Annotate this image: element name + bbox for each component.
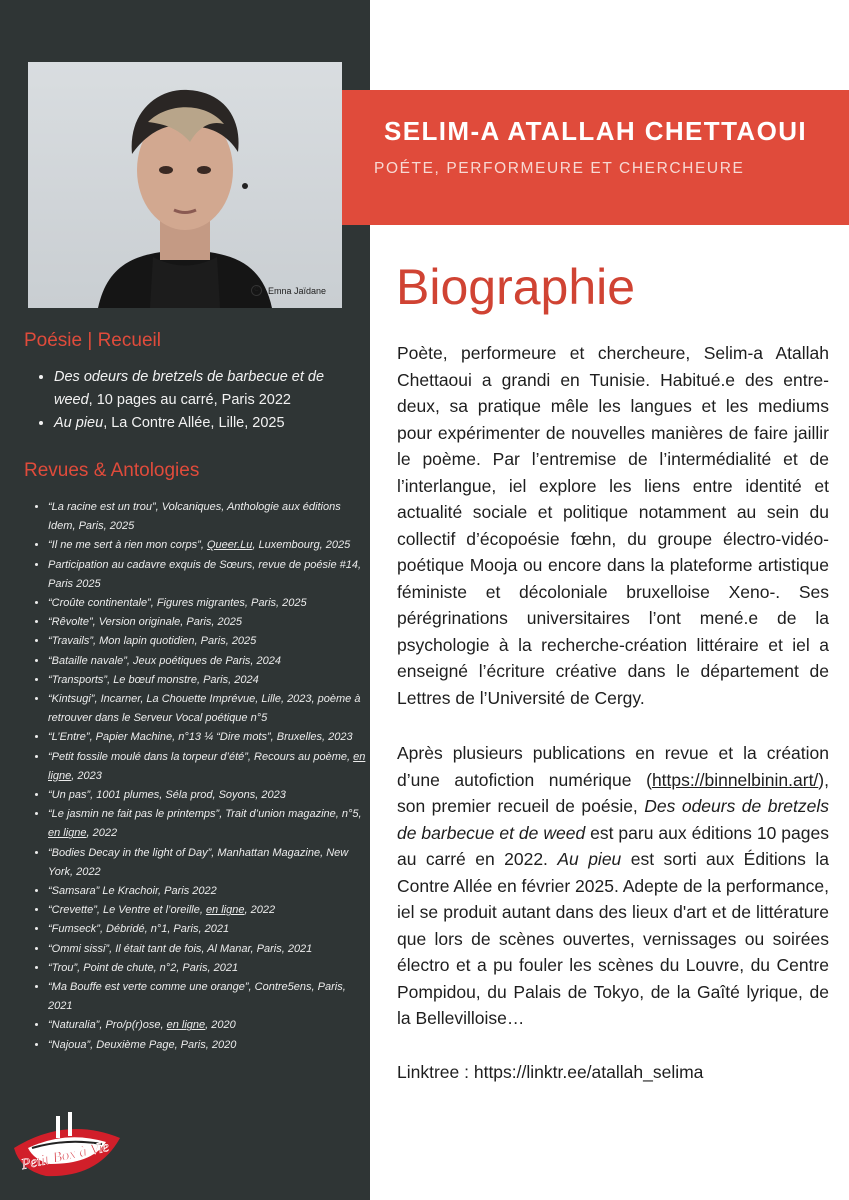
revue-item xyxy=(48,805,366,843)
revue-item xyxy=(48,594,366,613)
revue-item xyxy=(48,901,366,920)
revue-item xyxy=(48,632,366,651)
list-item xyxy=(54,412,354,435)
revue-item xyxy=(48,498,366,536)
revue-item xyxy=(48,844,366,882)
revue-text: “Ommi sissi”, Il était tant de fois, Al Manar, Paris, 2021 xyxy=(48,942,313,955)
revue-item xyxy=(48,786,366,805)
revue-link[interactable]: en ligne xyxy=(48,827,87,840)
revue-text: , 2023 xyxy=(71,769,102,782)
revue-link[interactable]: Queer.Lu xyxy=(206,539,253,552)
recueil-title: Au pieu xyxy=(54,415,104,431)
recueil-list xyxy=(34,366,354,435)
revue-item xyxy=(48,690,366,728)
revue-item xyxy=(48,1036,366,1055)
revue-item xyxy=(48,748,366,786)
biographie-title: Biographie xyxy=(396,259,636,315)
revue-text: “La racine est un trou”, Volcaniques, Anthologie aux éditions Idem, Paris, 2025 xyxy=(48,501,341,533)
revue-text: “Bataille navale”, Jeux poétiques de Paris, 2024 xyxy=(48,654,281,667)
author-subtitle: POÉTE, PERFORMEURE ET CHERCHEURE xyxy=(374,160,745,177)
linktree-link[interactable]: Linktree : https://linktr.ee/atallah_selima xyxy=(397,1062,704,1082)
header-banner-edge xyxy=(342,90,370,225)
revues-list xyxy=(30,498,366,1055)
portrait-photo xyxy=(28,62,342,308)
revues-heading: Revues & Antologies xyxy=(24,460,200,481)
list-item xyxy=(54,366,354,412)
revue-link[interactable]: en ligne xyxy=(205,904,245,917)
petit-box-logo xyxy=(6,1108,126,1190)
revue-item xyxy=(48,671,366,690)
revue-item xyxy=(48,613,366,632)
recueil-details: , 10 pages au carré, Paris 2022 xyxy=(88,392,291,408)
recueil-details: , La Contre Allée, Lille, 2025 xyxy=(103,415,285,431)
copyright-icon: C xyxy=(251,285,262,296)
revue-text: “Kintsugi”, Incarner, La Chouette Imprévue, Lille, 2023, poème à retrouver dans le Serveur Vocal poétique n°5 xyxy=(48,693,361,725)
revue-item xyxy=(48,959,366,978)
website-link[interactable]: https://binnelbinin.art/ xyxy=(651,769,819,790)
revue-text: “Travails”, Mon lapin quotidien, Paris, 2025 xyxy=(48,635,257,648)
revue-text: “Petit fossile moulé dans la torpeur d’été”, Recours au poème, xyxy=(48,750,354,763)
photo-credit-name: Emna Jaïdane xyxy=(267,285,326,296)
revue-item xyxy=(48,556,366,594)
bio-paragraph-1: Poète, performeure et chercheure, Selim-a Atallah Chettaoui a grandi en Tunisie. Habitué.e des entre-deux, sa pratique mêle les langues et les mediums pour expérimenter de nouvelles manières de faire jaillir le poème. Par l’entremise de l’intermédialité et de l’interlangue, iel explore les liens entre identité et actualité sociale et politique notamment au sein du collectif d’écopoésie fœhn, du groupe électro-vidéo-poétique Mooja ou encore dans la plateforme artistique féministe et décoloniale bruxelloise Xeno-. Ses pérégrinations universitaires l’ont mené.e de la psychologie à la recherche-création littéraire et iel a enseigné l’écriture créative dans le département de Lettres de l’Université de Cergy. xyxy=(397,343,829,708)
revue-text: “Transports”, Le bœuf monstre, Paris, 2024 xyxy=(48,673,259,686)
portrait-illustration xyxy=(28,62,342,308)
revue-text: “Fumseck”, Débridé, n°1, Paris, 2021 xyxy=(48,923,230,936)
revue-text: , 2020 xyxy=(205,1019,236,1032)
revue-item xyxy=(48,1016,366,1035)
revue-item xyxy=(48,940,366,959)
revue-item xyxy=(48,728,366,747)
bio-text-span: est sorti aux Éditions la Contre Allée en février 2025. Adepte de la performance, iel se produit autant dans des lieux d'art et de littérature que lors de scènes ouvertes, vernissages ou soirées électro et a pu fouler les scènes du Louvre, du Centre Pompidou, du Palais de Tokyo, de la Gaîté lyrique, de la Bellevilloise… xyxy=(397,849,829,1028)
revue-text: “Naturalia”, Pro/p(r)ose, xyxy=(48,1019,167,1032)
recueil-title: Des odeurs de bretzels de barbecue et de weed xyxy=(54,369,325,408)
revue-text: “L’Entre”, Papier Machine, n°13 ¼ “Dire mots”, Bruxelles, 2023 xyxy=(48,731,353,744)
revue-text: “Trou”, Point de chute, n°2, Paris, 2021 xyxy=(48,961,239,974)
bio-paragraph-2 xyxy=(397,740,829,1032)
bio-text-span: ), son premier recueil de poésie, xyxy=(397,769,829,816)
author-name: SELIM-A ATALLAH CHETTAOUI xyxy=(384,116,808,146)
revue-text: “Crevette”, Le Ventre et l’oreille, xyxy=(48,904,206,917)
poesie-heading: Poésie | Recueil xyxy=(24,330,161,351)
bio-text-span: Après plusieurs publications en revue et la création d’une autofiction numérique ( xyxy=(397,743,829,790)
revue-item xyxy=(48,652,366,671)
revue-text: “Il ne me sert à rien mon corps”, xyxy=(48,539,207,552)
revue-text: , Luxembourg, 2025 xyxy=(252,539,351,552)
revue-text: “Le jasmin ne fait pas le printemps”, Trait d’union magazine, n°5, xyxy=(48,808,362,821)
revue-item xyxy=(48,920,366,939)
revue-link[interactable]: en ligne xyxy=(166,1019,206,1032)
bio-text-span: est paru aux éditions 10 pages au carré en 2022. xyxy=(397,822,829,869)
revue-item xyxy=(48,536,366,555)
revue-text: “Rêvolte”, Version originale, Paris, 2025 xyxy=(48,616,243,629)
revue-text: “Bodies Decay in the light of Day”, Manhattan Magazine, New York, 2022 xyxy=(48,846,349,878)
revue-text: “Najoua”, Deuxième Page, Paris, 2020 xyxy=(48,1038,237,1051)
revue-item xyxy=(48,978,366,1016)
book-title: Des odeurs de bretzels de barbecue et de weed xyxy=(397,796,829,843)
revue-text: “Samsara” Le Krachoir, Paris 2022 xyxy=(48,885,217,898)
revue-text: , 2022 xyxy=(86,827,118,840)
revue-text: “Ma Bouffe est verte comme une orange”, Contre5ens, Paris, 2021 xyxy=(48,981,346,1013)
revue-link[interactable]: en ligne xyxy=(48,750,366,782)
revue-item xyxy=(48,882,366,901)
revue-text: Participation au cadavre exquis de Sœurs, revue de poésie #14, Paris 2025 xyxy=(48,558,362,590)
revue-text: “Croûte continentale”, Figures migrantes, Paris, 2025 xyxy=(48,597,307,610)
photo-credit xyxy=(251,285,326,296)
revue-text: “Un pas”, 1001 plumes, Séla prod, Soyons, 2023 xyxy=(48,789,286,802)
header-banner xyxy=(370,90,849,225)
book-title: Au pieu xyxy=(557,849,622,869)
logo-text: Petit Box à Vie xyxy=(19,1138,111,1174)
revue-text: , 2022 xyxy=(244,904,276,917)
